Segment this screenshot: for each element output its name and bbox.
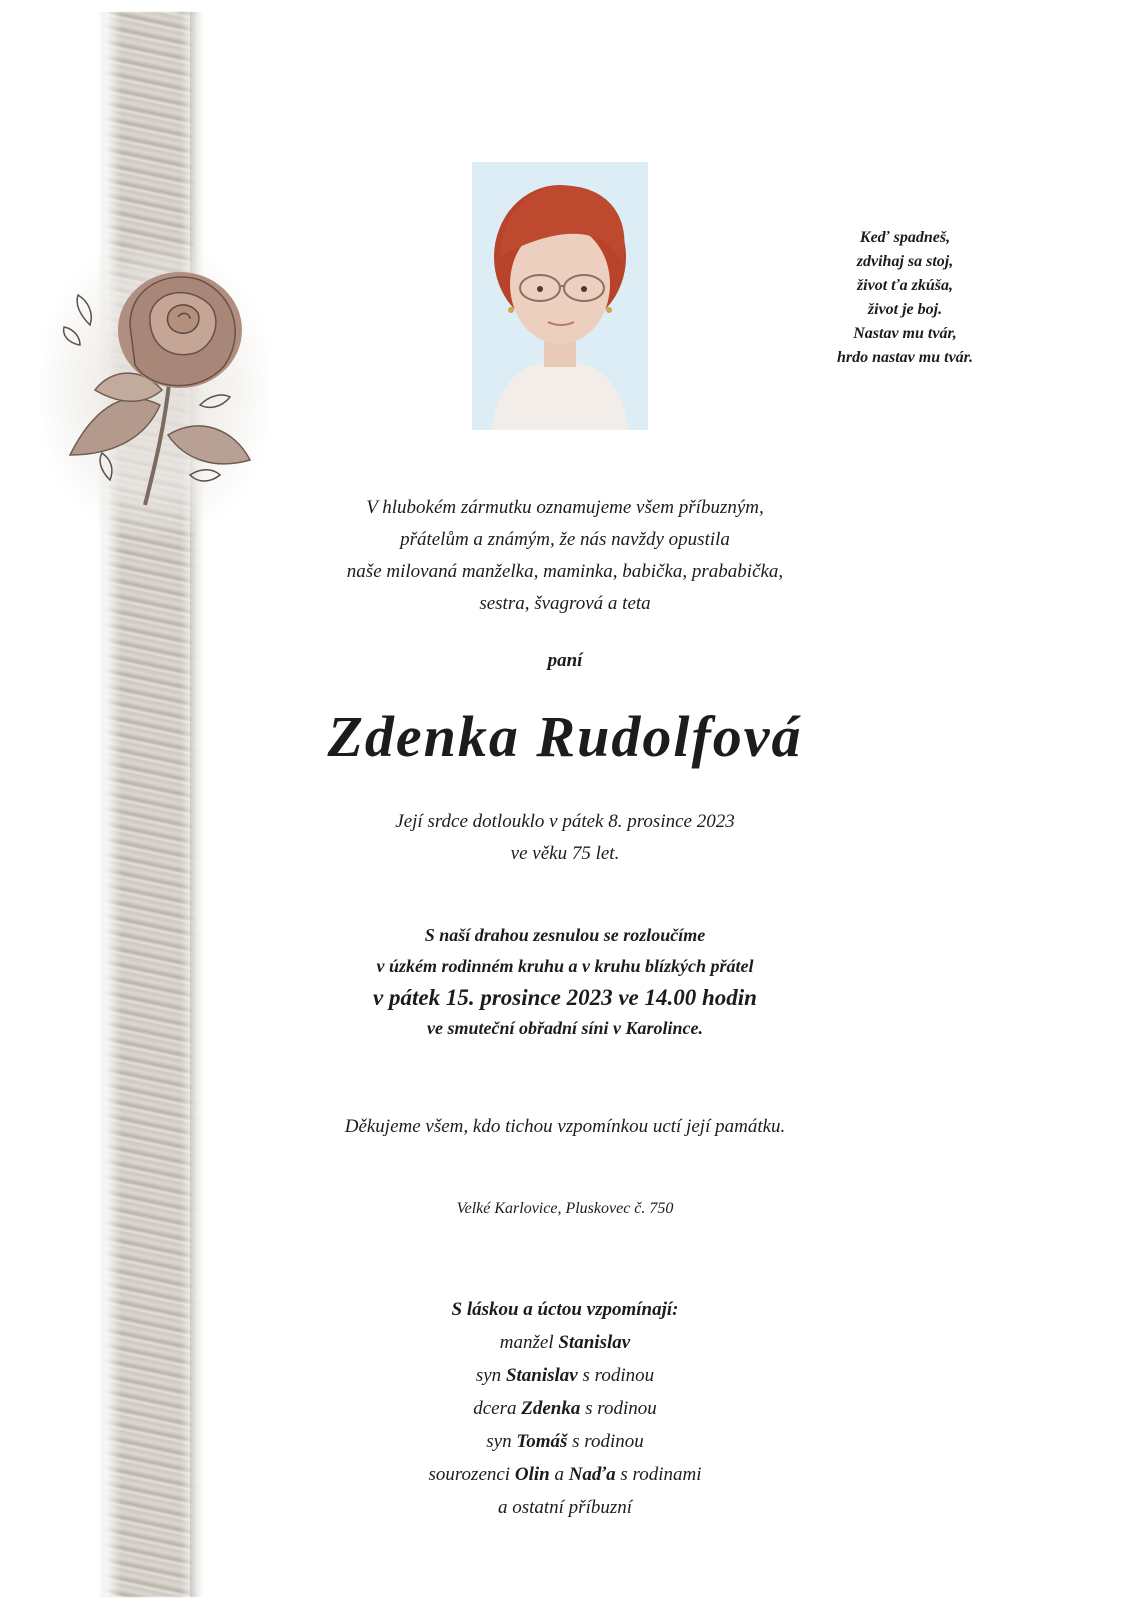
mourner-row: [210, 1359, 920, 1392]
mourner-name: Stanislav: [558, 1332, 631, 1353]
poem-line: Nastav mu tvár,: [853, 325, 957, 342]
poem-line: Keď spadneš,: [859, 229, 951, 246]
rose-icon: [50, 255, 260, 515]
mourner-suffix: s rodinou: [567, 1431, 644, 1452]
mourner-row: [210, 1425, 920, 1458]
ceremony-datetime: v pátek 15. prosince 2023 ve 14.00 hodin: [373, 985, 757, 1010]
mourner-name: Stanislav: [505, 1365, 578, 1386]
death-info: [210, 806, 920, 870]
mourner-name: Naďa: [568, 1464, 616, 1485]
deceased-name: Zdenka Rudolfová: [327, 704, 803, 769]
mourners-heading: S láskou a úctou vzpomínají:: [451, 1299, 679, 1320]
mourner-row: [210, 1491, 920, 1524]
mourner-name: Olin: [514, 1464, 550, 1485]
intro-line: přátelům a známým, že nás navždy opustila: [400, 529, 730, 550]
mourner-suffix: s rodinou: [577, 1365, 655, 1386]
poem-line: zdvihaj sa stoj,: [856, 253, 954, 270]
poem-line: život je boj.: [867, 301, 943, 318]
mourner-name: Zdenka: [521, 1398, 581, 1419]
mourner-row: [210, 1326, 920, 1359]
death-line: Její srdce dotlouklo v pátek 8. prosince 2023: [395, 811, 735, 832]
intro-line: V hlubokém zármutku oznamujeme všem příbuzným,: [366, 497, 764, 518]
death-line: ve věku 75 let.: [510, 843, 620, 864]
announcement-intro: [210, 492, 920, 620]
mourner-relation: sourozenci: [428, 1464, 515, 1485]
mourners-list: [210, 1293, 920, 1524]
thanks-line: Děkujeme všem, kdo tichou vzpomínkou uctí její památku.: [344, 1116, 786, 1137]
intro-line: naše milovaná manželka, maminka, babička, prababička,: [346, 561, 784, 582]
mourner-row: [210, 1392, 920, 1425]
mourner-relation: a ostatní příbuzní: [497, 1497, 633, 1518]
farewell-ceremony-info: [210, 920, 920, 1044]
intro-line: sestra, švagrová a teta: [479, 593, 651, 614]
mourner-row: [210, 1458, 920, 1491]
poem-verse: [800, 226, 1010, 370]
ceremony-line: v úzkém rodinném kruhu a v kruhu blízkých přátel: [376, 956, 754, 976]
mourner-name: Tomáš: [516, 1431, 568, 1452]
poem-line: život ťa zkúša,: [856, 277, 954, 294]
poem-line: hrdo nastav mu tvár.: [836, 349, 974, 366]
mourner-conjunction: a: [549, 1464, 569, 1485]
mourner-relation: syn: [475, 1365, 506, 1386]
honorific: paní: [547, 650, 583, 671]
mourner-suffix: s rodinou: [580, 1398, 657, 1419]
portrait-photo: [472, 162, 648, 430]
mourner-relation: syn: [486, 1431, 517, 1452]
ceremony-line: S naší drahou zesnulou se rozloučíme: [424, 925, 706, 945]
mourner-relation: dcera: [473, 1398, 522, 1419]
mourner-relation: manžel: [499, 1332, 559, 1353]
family-address: Velké Karlovice, Pluskovec č. 750: [456, 1200, 674, 1217]
mourner-suffix: s rodinami: [615, 1464, 702, 1485]
ceremony-location: ve smuteční obřadní síni v Karolince.: [426, 1018, 703, 1038]
